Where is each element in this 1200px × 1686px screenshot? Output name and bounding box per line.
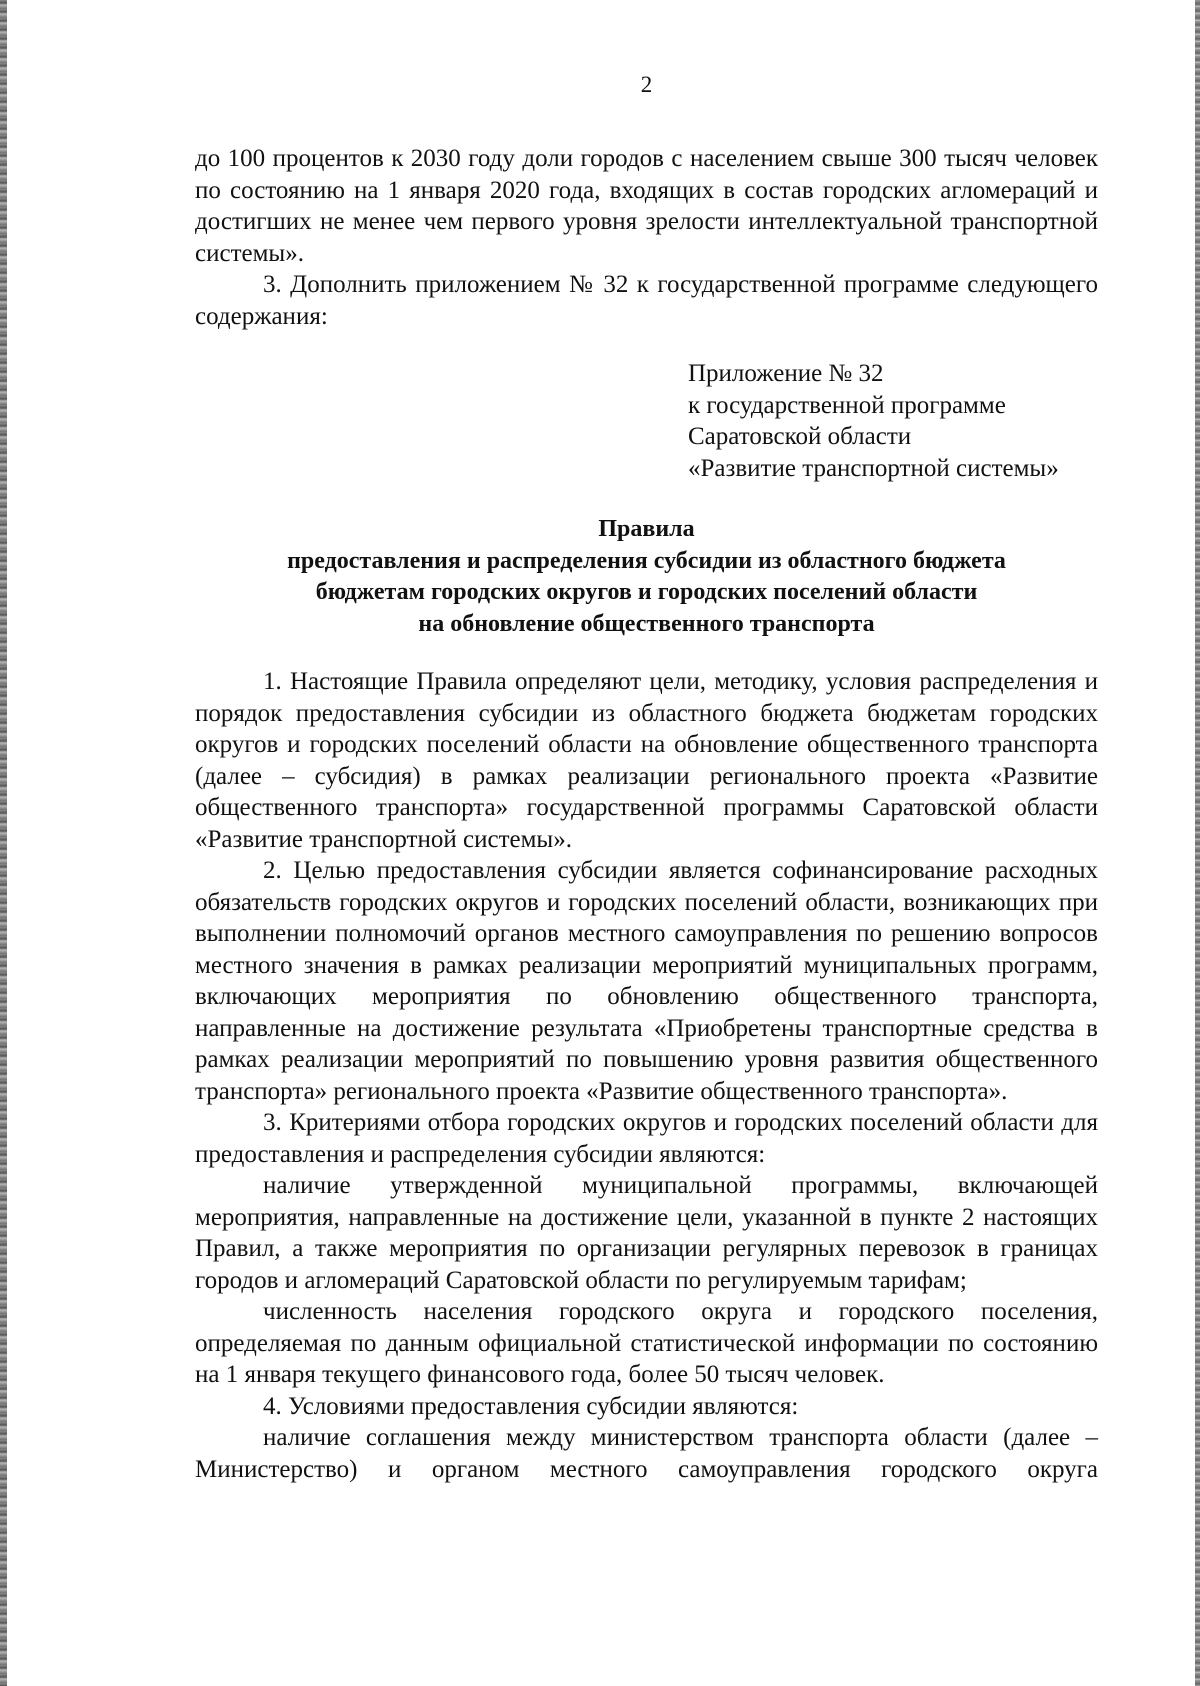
paragraph-3: 3. Критериями отбора городских округов и городских поселений области для предоставления и распределения субсидии являются: [195, 1109, 1098, 1168]
scan-edge-right [1195, 0, 1200, 1686]
title-line-4: на обновление общественного транспорта [418, 610, 875, 637]
appendix-line-2: к государственной программе [688, 391, 1006, 419]
item-3-intro-paragraph: 3. Дополнить приложением № 32 к государственной программе следующего содержания: [195, 271, 1098, 330]
appendix-line-1: Приложение № 32 [688, 360, 884, 387]
appendix-line-3: Саратовской области [688, 423, 912, 450]
continuation-paragraph: до 100 процентов к 2030 году доли городов с населением свыше 300 тысяч человек по состоянию на 1 января 2020 года, входящих в состав городских агломераций и достигших не менее чем первого уровня зрелости интеллектуальной транспортной системы». [195, 145, 1098, 267]
paragraph-1: 1. Настоящие Правила определяют цели, методику, условия распределения и порядок предоставления субсидии из областного бюджета бюджетам городских округов и городских поселений области на обновление общественного транспорта (далее – субсидия) в рамках реализации регионального проекта «Развитие общественного транспорта» государственной программы Саратовской области «Развитие транспортной системы». [195, 668, 1098, 853]
paragraph-3-criterion-2: численность населения городского округа и городского поселения, определяемая по данным официальной статистической информации по состоянию на 1 января текущего финансового года, более 50 тысяч человек. [195, 1298, 1098, 1388]
intro-block [195, 143, 1098, 332]
appendix-line-4: «Развитие транспортной системы» [688, 454, 1059, 482]
paragraph-2: 2. Целью предоставления субсидии является софинансирование расходных обязательств городских округов и городских поселений области, возникающих при выполнении полномочий органов местного самоуправления по решению вопросов местного значения в рамках реализации мероприятий муниципальных программ, включающих мероприятия по обновлению общественного транспорта, направленные на достижение результата «Приобретены транспортные средства в рамках реализации мероприятий по повышению уровня развития общественного транспорта» регионального проекта «Развитие общественного транспорта». [195, 857, 1098, 1105]
title-line-2: предоставления и распределения субсидии из областного бюджета [287, 547, 1006, 574]
paragraph-3-criterion-1: наличие утвержденной муниципальной программы, включающей мероприятия, направленные на достижение цели, указанной в пункте 2 настоящих Правил, а также мероприятия по организации регулярных перевозок в границах городов и агломераций Саратовской области по регулируемым тарифам; [195, 1172, 1098, 1294]
rules-body [195, 666, 1098, 1485]
scan-edge-left [0, 0, 7, 1686]
page-number: 2 [640, 72, 653, 97]
paragraph-4-condition-1: наличие соглашения между министерством транспорта области (далее – Министерство) и органом местного самоуправления городского округа [195, 1424, 1098, 1483]
document-title [195, 514, 1098, 640]
title-line-3: бюджетам городских округов и городских поселений области [315, 579, 978, 605]
title-line-1: Правила [598, 516, 695, 542]
paragraph-4: 4. Условиями предоставления субсидии являются: [263, 1392, 799, 1420]
appendix-header [688, 358, 1098, 484]
